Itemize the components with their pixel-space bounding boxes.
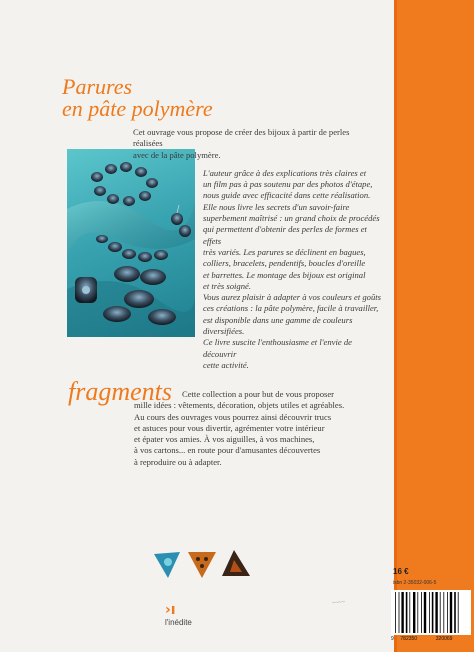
barcode-bar — [440, 592, 441, 633]
barcode-digits — [391, 636, 471, 642]
barcode-digit-group: 320069 — [435, 636, 453, 642]
barcode-bar — [409, 592, 410, 633]
collection-triangles-icon — [152, 548, 252, 582]
collection-line: à vos cartons... en route pour d'amusantes découvertes — [134, 445, 321, 456]
description-line: Ce livre suscite l'enthousiasme et l'envie de découvrir — [203, 337, 352, 359]
barcode — [391, 590, 471, 635]
barcode-bar — [424, 592, 426, 633]
price-label: 16 € — [393, 567, 409, 576]
ring — [75, 277, 97, 303]
barcode-bar — [429, 592, 430, 633]
description-line: L'auteur grâce à des explications très claires et — [203, 167, 367, 178]
barcode-bar — [458, 592, 459, 633]
intro-line: avec de la pâte polymère. — [133, 149, 221, 160]
barcode-digit-group: 782350 — [400, 636, 418, 642]
collection-line: et astuces pour vous divertir, agrémenter votre intérieur — [134, 422, 325, 433]
barcode-bar — [421, 592, 422, 633]
collection-title: fragments — [68, 377, 172, 406]
barcode-bar — [432, 592, 434, 633]
description-line: nous guide avec efficacité dans cette réalisation. — [203, 190, 371, 201]
barcode-bar — [401, 592, 403, 633]
barcode-bar — [399, 592, 400, 633]
description-paragraphs — [203, 168, 381, 371]
title-line-1: Parures — [62, 74, 133, 99]
barcode-digit-group: 9 — [391, 636, 394, 642]
collection-line: à reproduire ou à adapter. — [134, 456, 222, 467]
description-line: très variés. Les parures se déclinent en bagues, — [203, 246, 366, 257]
collection-line: et épater vos amies. À vos aiguilles, à vos machines, — [134, 434, 315, 445]
barcode-bar — [443, 592, 444, 633]
barcode-bar — [417, 592, 418, 633]
handwritten-note: ~~~~ — [331, 599, 346, 607]
description-line: et très soigné. — [203, 280, 251, 291]
description-line: un film pas à pas soutenu par des photos d'étape, — [203, 179, 373, 190]
publisher-mark-icon: ›ı — [165, 602, 176, 618]
collection-line: Cette collection a pour but de vous proposer — [182, 389, 335, 399]
barcode-bar — [395, 592, 396, 633]
description-line: cette activité. — [203, 359, 249, 370]
barcode-bar — [454, 592, 456, 633]
description-line: qui permettent d'obtenir des perles de formes et effets — [203, 224, 367, 246]
intro-line: Cet ouvrage vous propose de créer des bijoux à partir de perles réalisées — [133, 127, 350, 149]
description-line: Vous aurez plaisir à adapter à vos couleurs et goûts — [203, 292, 381, 303]
barcode-bar — [413, 592, 415, 633]
description-line: ces créations : la pâte polymère, facile à travailler, — [203, 303, 379, 314]
barcode-bar — [447, 592, 448, 633]
barcode-bar — [406, 592, 408, 633]
description-line: et barrettes. Le montage des bijoux est original — [203, 269, 366, 280]
book-title — [62, 76, 213, 120]
description-line: superbement maîtrisé : un grand choix de procédés — [203, 213, 380, 224]
publisher-logo — [165, 602, 235, 628]
description-line: Elle nous livre les secrets d'un savoir-faire — [203, 201, 350, 212]
collection-line: mille idées : vêtements, décoration, objets utiles et agréables. — [134, 400, 345, 411]
publisher-name: l'inédite — [165, 618, 192, 627]
band-edge — [394, 0, 397, 652]
collection-line: Au cours des ouvrages vous pourrez ainsi découvrir trucs — [134, 411, 332, 422]
description-block — [133, 127, 381, 371]
collection-description — [134, 389, 394, 468]
orange-side-band — [394, 0, 474, 652]
barcode-bar — [450, 592, 452, 633]
description-line: est disponible dans une gamme de couleurs diversifiées. — [203, 314, 353, 337]
description-line: colliers, bracelets, pendentifs, boucles d'oreille — [203, 258, 366, 269]
title-line-2: en pâte polymère — [62, 96, 213, 121]
barcode-bar — [435, 592, 437, 633]
isbn-label: isbn 2-35032-006-5 — [393, 580, 437, 586]
